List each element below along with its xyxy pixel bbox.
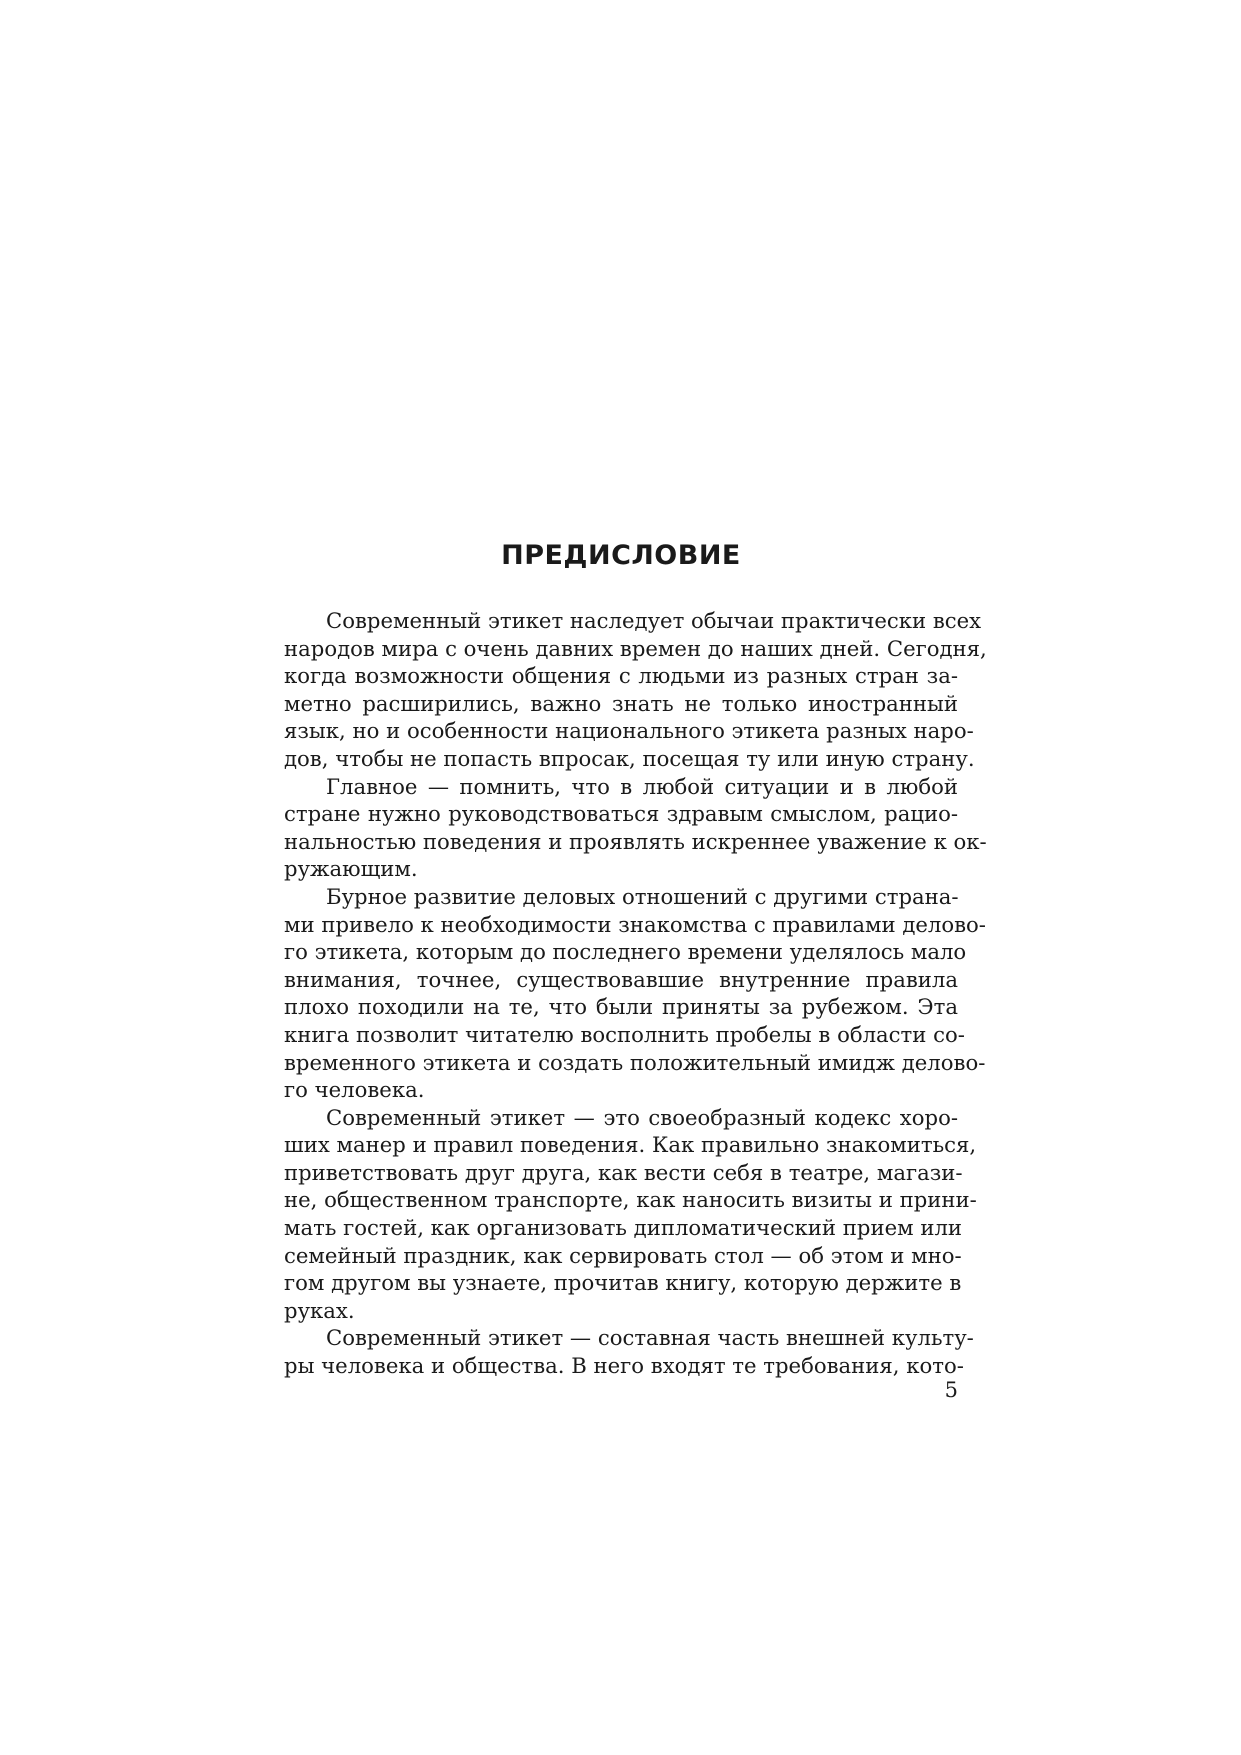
text-line: гом другом вы узнаете, прочитав книгу, которую держите в <box>284 1270 962 1296</box>
text-line: плохо походили на те, что были приняты за рубежом. Эта <box>284 994 958 1020</box>
text-line: приветствовать друг друга, как вести себя в театре, магази- <box>284 1159 963 1185</box>
text-line: руках. <box>284 1297 355 1323</box>
text-line: не, общественном транспорте, как наносить визиты и прини- <box>284 1187 977 1213</box>
text-line: временного этикета и создать положительный имидж делово- <box>284 1049 986 1075</box>
text-line: Современный этикет — это своеобразный кодекс хоро- <box>326 1104 958 1130</box>
text-line: метно расширились, важно знать не только иностранный <box>284 690 958 716</box>
text-line: семейный праздник, как сервировать стол — об этом и мно- <box>284 1242 962 1268</box>
text-line: ших манер и правил поведения. Как правильно знакомиться, <box>284 1132 977 1158</box>
text-line: книга позволит читателю восполнить пробелы в области со- <box>284 1021 965 1047</box>
text-line: внимания, точнее, существовавшие внутренние правила <box>284 966 958 992</box>
text-line: Бурное развитие деловых отношений с другими страна- <box>326 883 959 909</box>
text-line: нальностью поведения и проявлять искреннее уважение к ок- <box>284 828 987 854</box>
page-number: 5 <box>944 1378 958 1402</box>
text-line: го человека. <box>284 1077 425 1103</box>
text-line: язык, но и особенности национального этикета разных наро- <box>284 718 974 744</box>
text-line: народов мира с очень давних времен до наших дней. Сегодня, <box>284 635 987 661</box>
page-title: ПРЕДИСЛОВИЕ <box>501 540 741 571</box>
text-line: Главное — помнить, что в любой ситуации и в любой <box>326 773 958 799</box>
text-line: го этикета, которым до последнего времени уделялось мало <box>284 939 967 965</box>
text-line: Современный этикет наследует обычаи практически всех <box>326 608 982 633</box>
text-line: Современный этикет — составная часть внешней культу- <box>326 1325 974 1351</box>
preface-text <box>284 607 987 1380</box>
text-line: мать гостей, как организовать дипломатический прием или <box>284 1215 963 1241</box>
text-line: ми привело к необходимости знакомства с правилами делово- <box>284 911 986 937</box>
text-line: когда возможности общения с людьми из разных стран за- <box>284 663 958 689</box>
text-line: стране нужно руководствоваться здравым смыслом, рацио- <box>284 801 958 827</box>
text-line: дов, чтобы не попасть впросак, посещая ту или иную страну. <box>284 745 975 771</box>
text-line: ружающим. <box>284 856 418 882</box>
text-line: ры человека и общества. В него входят те требования, кото- <box>284 1353 964 1379</box>
